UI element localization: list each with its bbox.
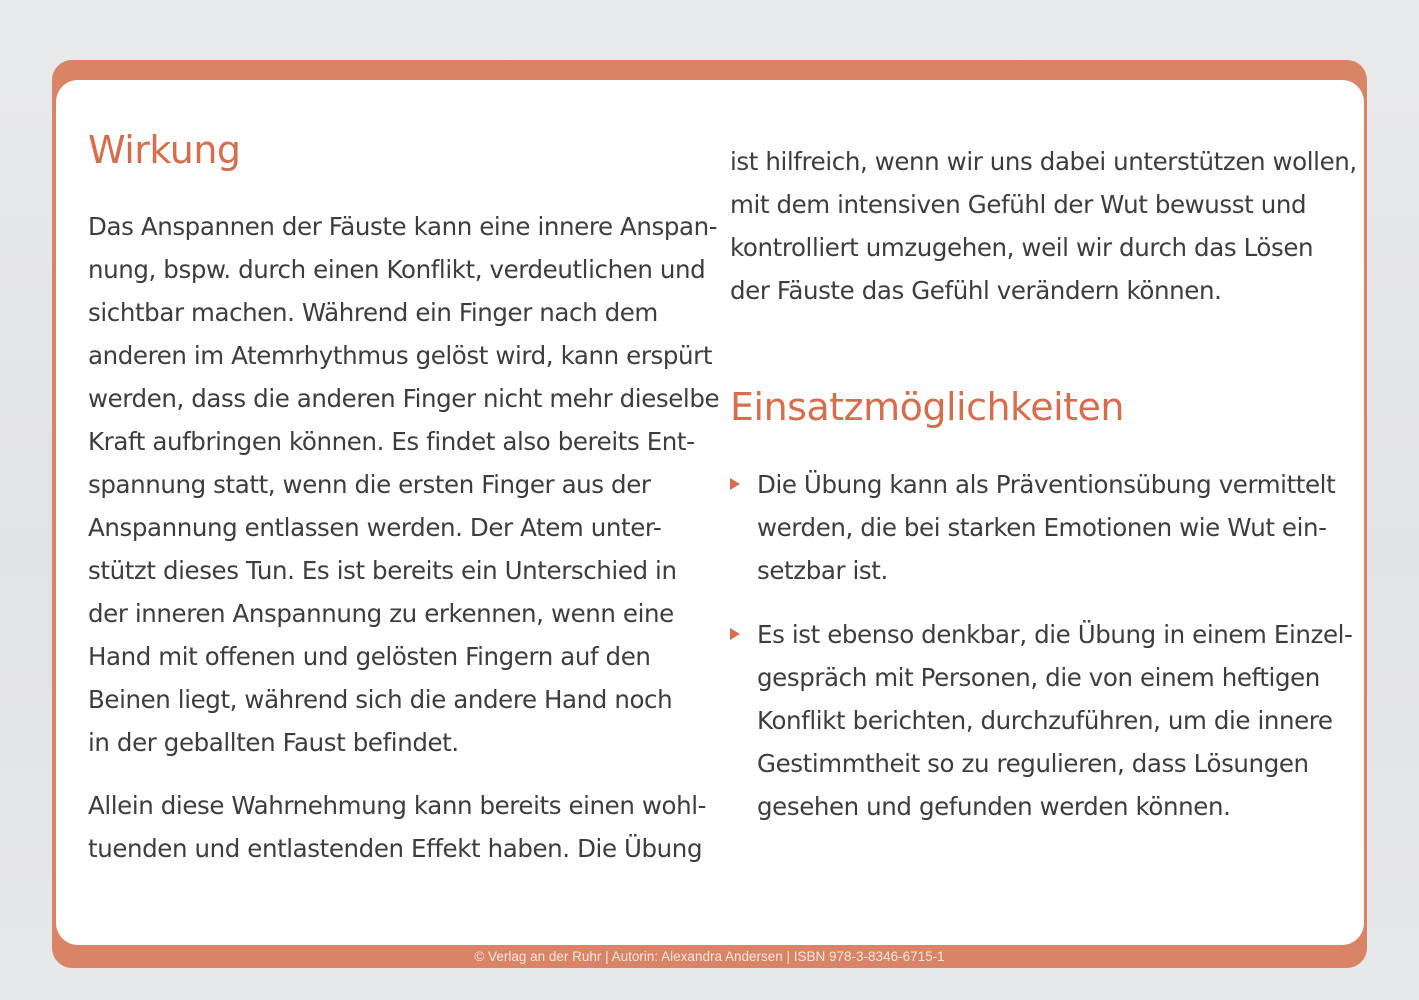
text-line: der Fäuste das Gefühl verändern können.: [730, 276, 1222, 305]
text-line: werden, die bei starken Emotionen wie Wut ein-: [757, 513, 1327, 542]
text-line: Beinen liegt, während sich die andere Hand noch: [88, 685, 673, 714]
footer-copyright: © Verlag an der Ruhr | Autorin: Alexandra Andersen | ISBN 978-3-8346-6715-1: [474, 949, 945, 964]
heading-einsatzmoeglichkeiten: Einsatzmöglichkeiten: [730, 385, 1125, 429]
text-line: Konflikt berichten, durchzuführen, um die innere: [757, 706, 1333, 735]
wirkung-paragraph-2: [88, 784, 706, 870]
text-line: Hand mit offenen und gelösten Fingern auf den: [88, 642, 651, 671]
text-line: Es ist ebenso denkbar, die Übung in einem Einzel-: [757, 620, 1353, 649]
text-line: werden, dass die anderen Finger nicht mehr dieselbe: [88, 384, 720, 413]
text-line: anderen im Atemrhythmus gelöst wird, kann erspürt: [88, 341, 713, 370]
text-line: kontrolliert umzugehen, weil wir durch das Lösen: [730, 233, 1314, 262]
text-line: Die Übung kann als Präventionsübung vermittelt: [757, 470, 1336, 499]
text-line: tuenden und entlastenden Effekt haben. Die Übung: [88, 834, 703, 863]
text-line: Kraft aufbringen können. Es findet also bereits Ent-: [88, 427, 695, 456]
text-line: mit dem intensiven Gefühl der Wut bewusst und: [730, 190, 1307, 219]
wirkung-paragraph-1: [88, 205, 719, 764]
triangle-bullet-icon: [730, 478, 740, 490]
bullet-text: [757, 613, 1352, 828]
text-line: Das Anspannen der Fäuste kann eine innere Anspan-: [88, 212, 718, 241]
wirkung-paragraph-continuation: [730, 140, 1357, 312]
bullet-text: [757, 463, 1335, 592]
text-line: gesehen und gefunden werden können.: [757, 792, 1231, 821]
text-line: stützt dieses Tun. Es ist bereits ein Unterschied in: [88, 556, 677, 585]
text-line: ist hilfreich, wenn wir uns dabei unterstützen wollen,: [730, 147, 1357, 176]
text-line: sichtbar machen. Während ein Finger nach dem: [88, 298, 658, 327]
triangle-bullet-icon: [730, 628, 740, 640]
text-line: nung, bspw. durch einen Konflikt, verdeutlichen und: [88, 255, 706, 284]
text-line: der inneren Anspannung zu erkennen, wenn eine: [88, 599, 674, 628]
text-line: Anspannung entlassen werden. Der Atem unter-: [88, 513, 662, 542]
text-line: setzbar ist.: [757, 556, 888, 585]
text-line: spannung statt, wenn die ersten Finger aus der: [88, 470, 651, 499]
text-line: Allein diese Wahrnehmung kann bereits einen wohl-: [88, 791, 707, 820]
text-line: gespräch mit Personen, die von einem heftigen: [757, 663, 1320, 692]
text-line: Gestimmtheit so zu regulieren, dass Lösungen: [757, 749, 1309, 778]
heading-wirkung: Wirkung: [88, 128, 241, 172]
text-line: in der geballten Faust befindet.: [88, 728, 459, 757]
